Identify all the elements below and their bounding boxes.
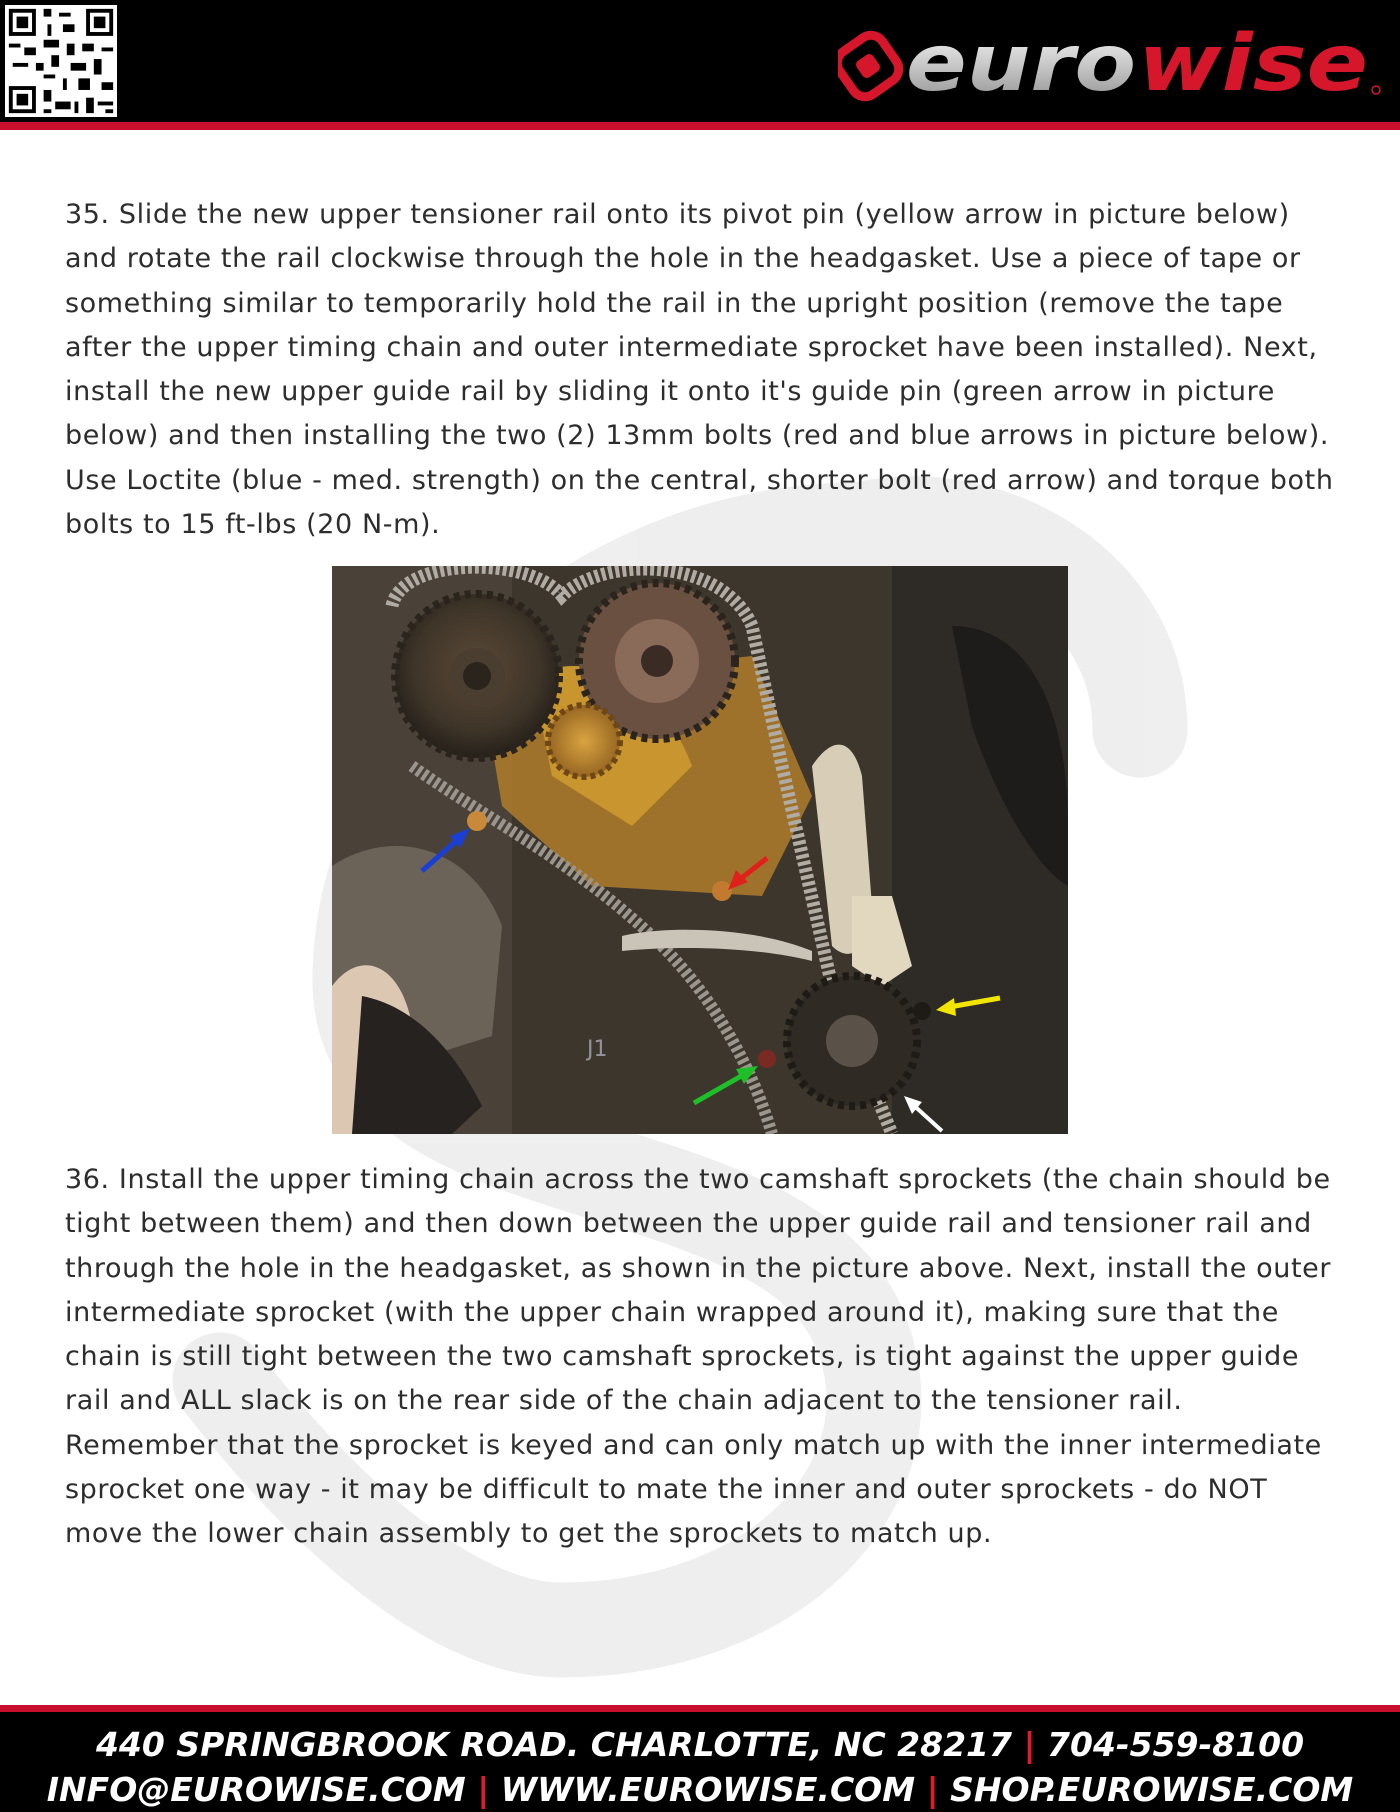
footer-links-line [0, 1770, 1400, 1809]
svg-text:wise: wise [1138, 19, 1368, 108]
footer-separator: | [477, 1770, 490, 1809]
qr-code-icon[interactable] [5, 5, 117, 117]
footer-accent-stripe [0, 1705, 1400, 1712]
footer-bar [0, 1712, 1400, 1812]
header-accent-stripe [0, 122, 1400, 130]
photo-illustration [332, 566, 1068, 1134]
step-35-text: 35. Slide the new upper tensioner rail onto its pivot pin (yellow arrow in picture below) and rotate the rail clockwise through the hole in the headgasket. Use a piece of tape or something similar to temporarily hold the rail in the upright position (remove the tape after the upper timing chain and outer intermediate sprocket have been installed). Next, install the new upper guide rail by sliding it onto it's guide pin (green arrow in picture below) and then installing the two (2) 13mm bolts (red and blue arrows in picture below). Use Loctite (blue - med. strength) on the central, shorter bolt (red arrow) and torque both bolts to 15 ft-lbs (20 N-m). [65, 199, 1334, 541]
footer-website-link[interactable]: WWW.EUROWISE.COM [500, 1770, 916, 1809]
footer-shop-link[interactable]: SHOP.EUROWISE.COM [950, 1770, 1354, 1809]
header-bar [0, 0, 1400, 122]
footer-separator: | [1023, 1725, 1036, 1764]
footer-email-link[interactable]: INFO@EUROWISE.COM [46, 1770, 466, 1809]
svg-text:J1: J1 [587, 1037, 608, 1062]
eurowise-logo[interactable] [838, 18, 1383, 108]
logo-swirl-icon [838, 30, 904, 102]
engine-timing-chain-photo [332, 566, 1068, 1134]
footer-phone[interactable]: 704-559-8100 [1047, 1725, 1305, 1764]
footer-address: 440 SPRINGBROOK ROAD. CHARLOTTE, NC 28217 [95, 1725, 1012, 1764]
footer-contact-line [0, 1725, 1400, 1764]
step-36-text: 36. Install the upper timing chain across the two camshaft sprockets (the chain should be tight between them) and then down between the upper guide rail and tensioner rail and through the hole in the headgasket, as shown in the picture above. Next, install the outer intermediate sprocket (with the upper chain wrapped around it), making sure that the chain is still tight between the two camshaft sprockets, is tight against the upper guide rail and ALL slack is on the rear side of the chain adjacent to the tensioner rail. Remember that the sprocket is keyed and can only match up with the inner intermediate sprocket one way - it may be difficult to mate the inner and outer sprockets - do NOT move the lower chain assembly to get the sprockets to match up. [65, 1164, 1332, 1550]
svg-text:euro: euro [906, 19, 1136, 108]
footer-separator: | [926, 1770, 939, 1809]
